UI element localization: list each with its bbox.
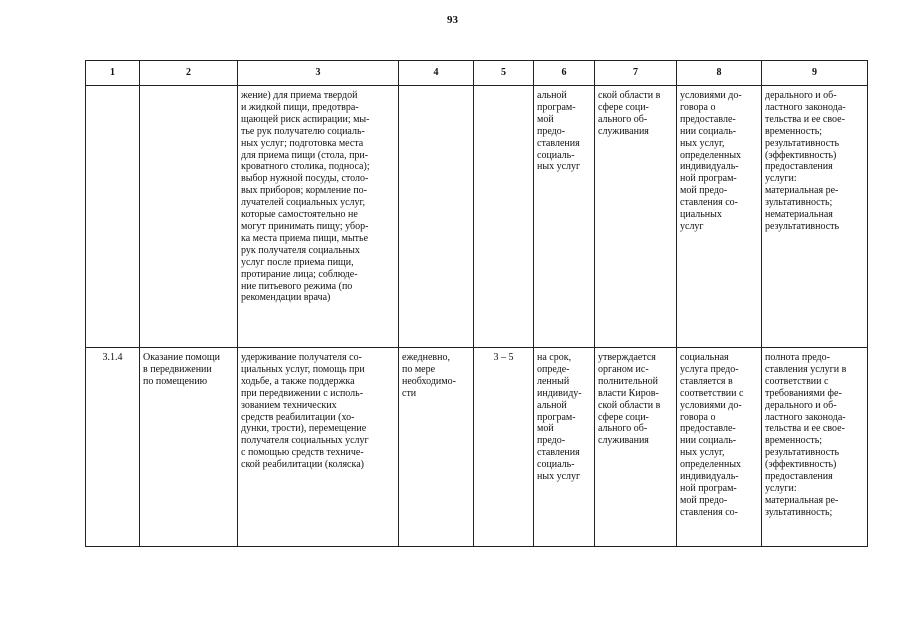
table-row <box>86 348 868 547</box>
header-col-1: 1 <box>86 61 140 86</box>
cell-conditions: условиями до- говора о предоставле- нии социаль- ных услуг, определенных индивидуаль- ной програм- мой предо- ставления со- циальных услуг <box>677 86 762 348</box>
header-col-7: 7 <box>595 61 677 86</box>
cell-service-description: жение) для приема твердой и жидкой пищи, предотвра- щающей риск аспирации; мы- тье рук получателю социаль- ных услуг; подготовка места для приема пищи (стола, при- кроватного столика, подноса); выбор нужной посуды, столо- вых приборов; кормление по- лучателей социальных услуг, которые самостоятельно не могут принимать пищу; убор- ка места приема пищи, мытье рук получателя социальных услуг после приема пищи, протирание лица; соблюде- ние питьевого режима (по рекомендации врача) <box>238 86 399 348</box>
header-row <box>86 61 868 86</box>
cell-tariff: ской области в сфере соци- ального об- служивания <box>595 86 677 348</box>
cell-frequency: ежедневно, по мере необходимо- сти <box>399 348 474 547</box>
header-col-9: 9 <box>762 61 868 86</box>
cell-duration <box>474 86 534 348</box>
header-col-6: 6 <box>534 61 595 86</box>
cell-frequency <box>399 86 474 348</box>
cell-quality-indicators: полнота предо- ставления услуги в соответствии с требованиями фе- дерального и об- ластного законода- тельства и ее свое- временность; результативность (эффективность) предоставления услуги: материальная ре- зультативность; <box>762 348 868 547</box>
cell-quality-indicators: дерального и об- ластного законода- тельства и ее свое- временность; результативность (эффективность) предоставления услуги: материальная ре- зультативность; нематериальная результативность <box>762 86 868 348</box>
header-col-5: 5 <box>474 61 534 86</box>
header-col-2: 2 <box>140 61 238 86</box>
cell-service-description: удерживание получателя со- циальных услуг, помощь при ходьбе, а также поддержка при передвижении с исполь- зованием технических средств реабилитации (хо- дунки, трости), перемещение получателя социальных услуг с помощью средств техниче- ской реабилитации (коляска) <box>238 348 399 547</box>
cell-duration: 3 – 5 <box>474 348 534 547</box>
services-table <box>85 60 868 547</box>
cell-term: альной програм- мой предо- ставления социаль- ных услуг <box>534 86 595 348</box>
cell-number: 3.1.4 <box>86 348 140 547</box>
cell-service-name: Оказание помощи в передвижении по помещению <box>140 348 238 547</box>
page-number: 93 <box>447 14 458 26</box>
cell-tariff: утверждается органом ис- полнительной власти Киров- ской области в сфере соци- ального об- служивания <box>595 348 677 547</box>
header-col-3: 3 <box>238 61 399 86</box>
cell-conditions: социальная услуга предо- ставляется в соответствии с условиями до- говора о предоставле- нии социаль- ных услуг, определенных индивидуаль- ной програм- мой предо- ставления со- <box>677 348 762 547</box>
header-col-4: 4 <box>399 61 474 86</box>
header-col-8: 8 <box>677 61 762 86</box>
cell-service-name <box>140 86 238 348</box>
cell-term: на срок, опреде- ленный индивиду- альной програм- мой предо- ставления социаль- ных услуг <box>534 348 595 547</box>
table-row <box>86 86 868 348</box>
cell-number <box>86 86 140 348</box>
